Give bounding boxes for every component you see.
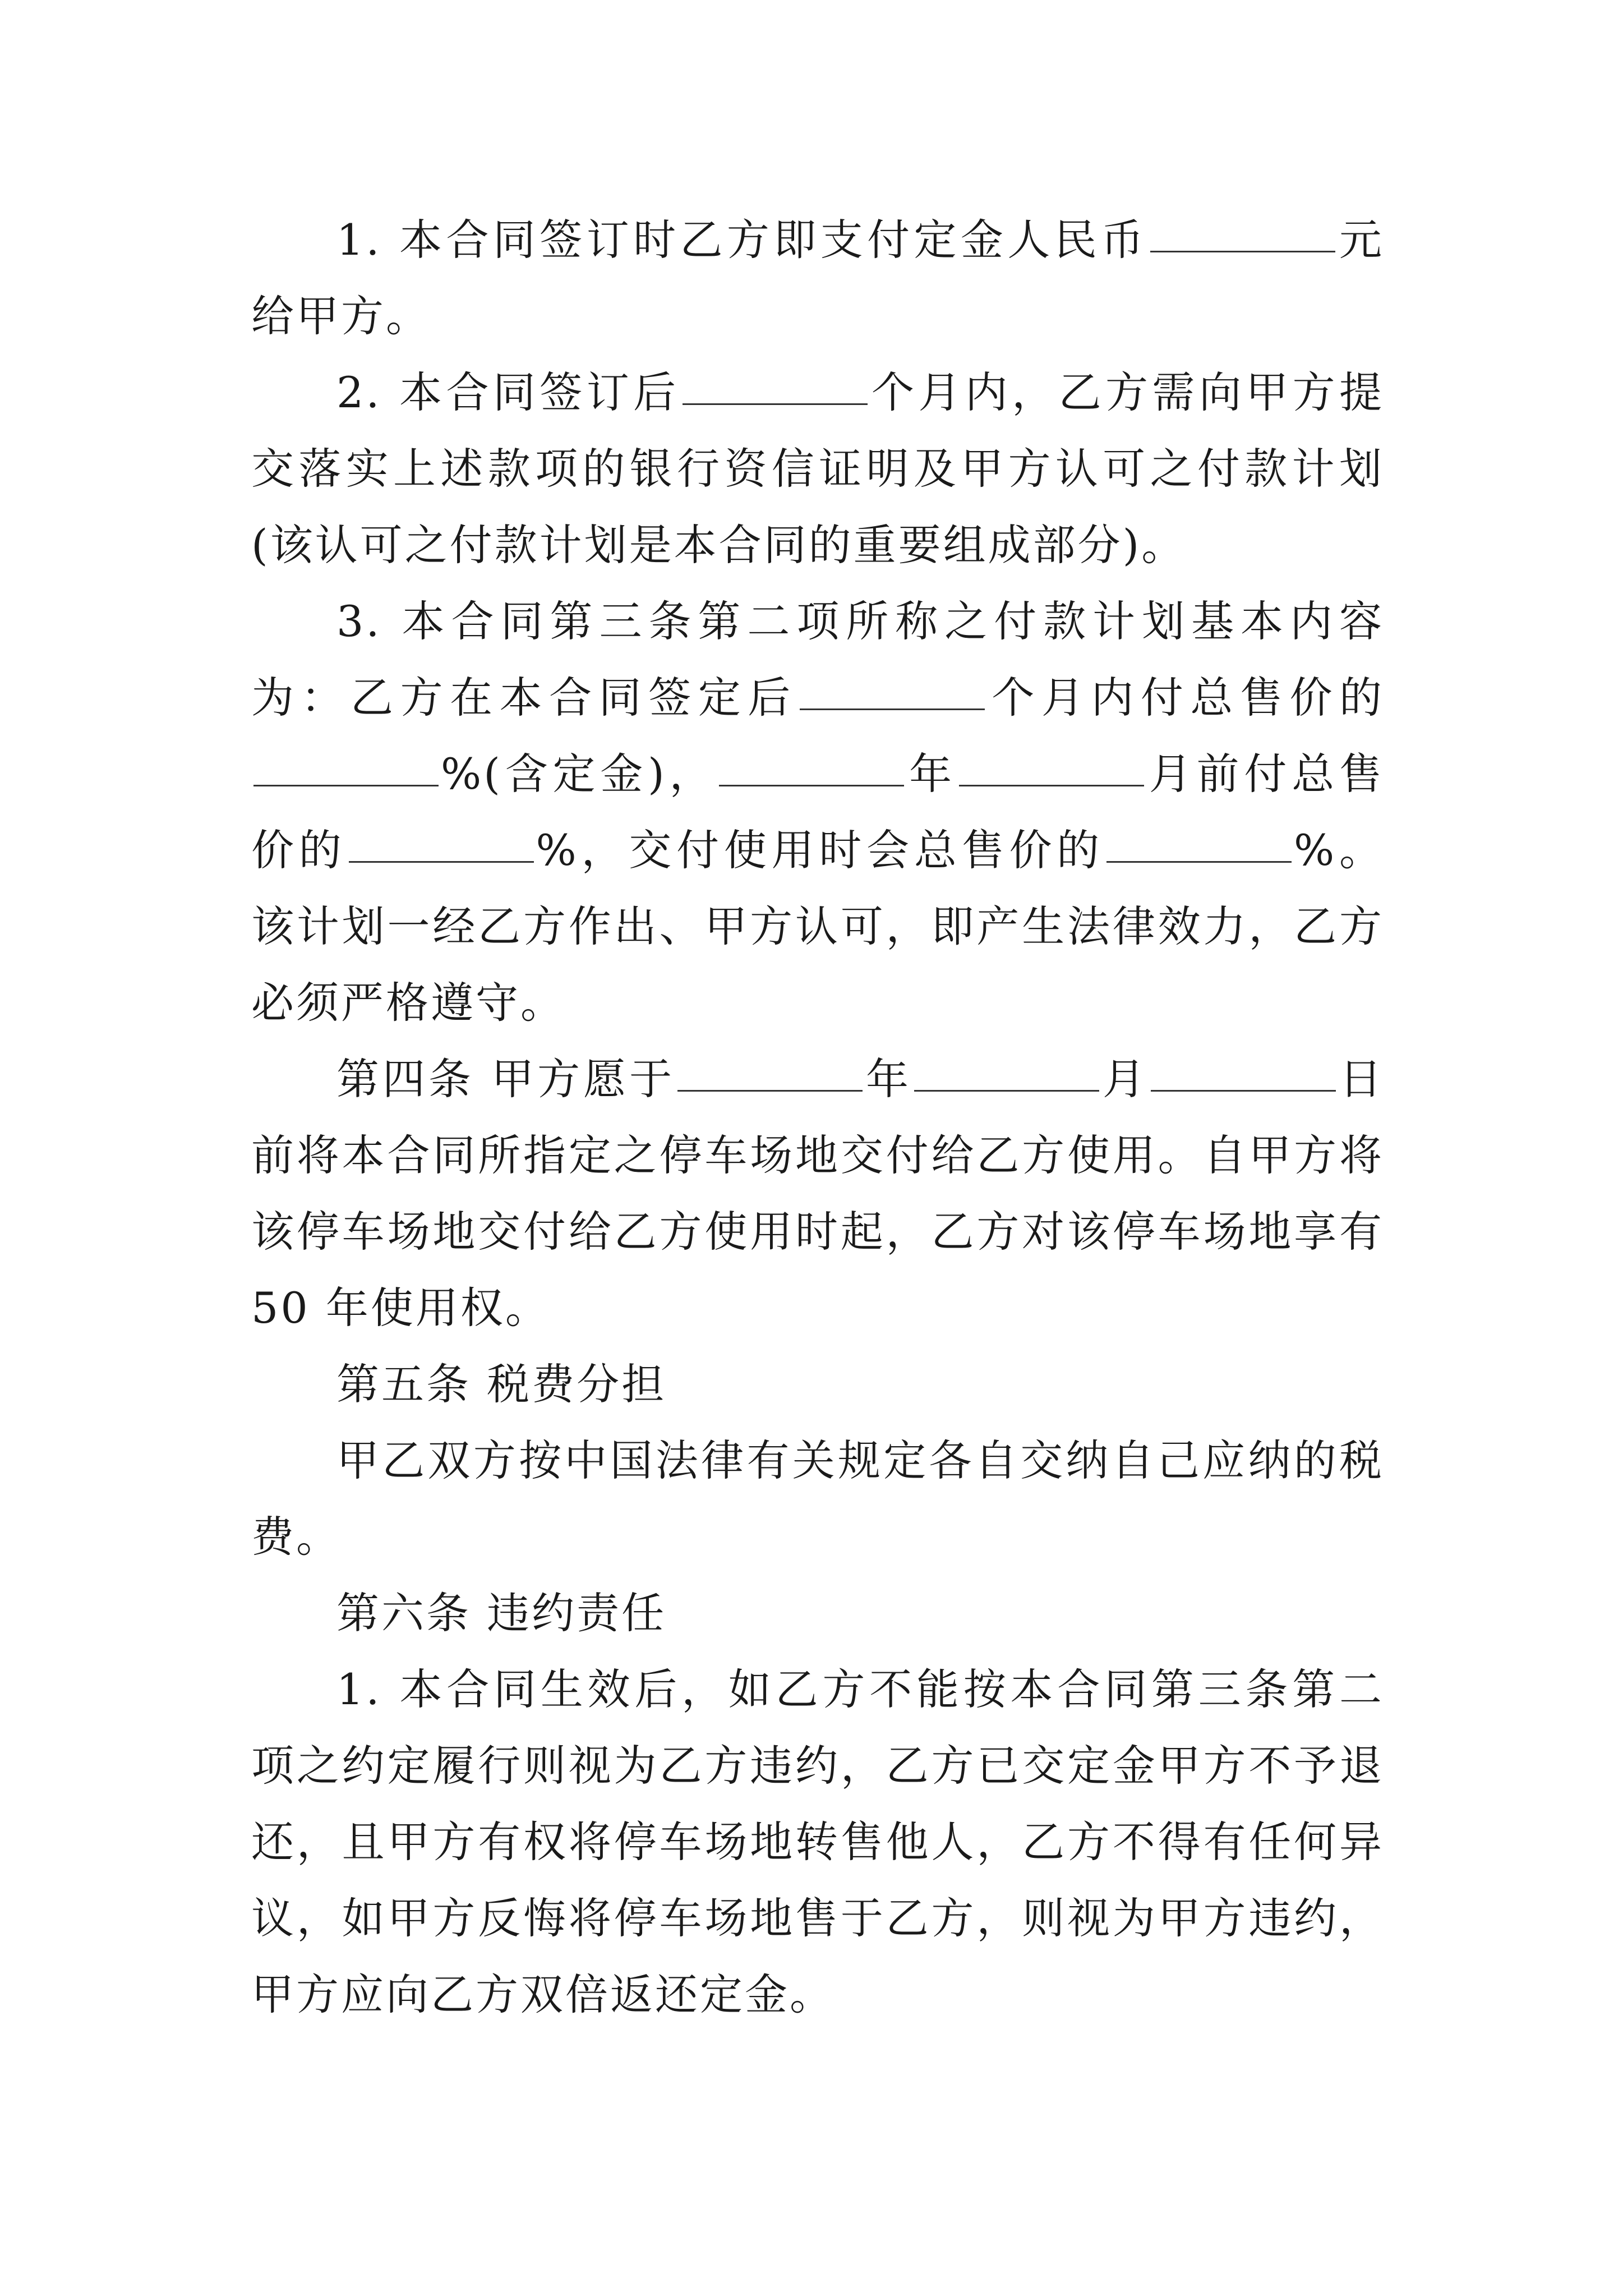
text-segment: %(含定金)， [441,749,717,799]
fill-in-blank[interactable] [1106,818,1292,863]
text-segment: 月 [1101,1054,1149,1104]
article-six-clause-one: 1. 本合同生效后，如乙方不能按本合同第三条第二项之约定履行则视为乙方违约，乙方已交定金甲方不予退还，且甲方有权将停车场地转售他人，乙方不得有任何异议，如甲方反悔将停车场地售于乙方，则视为甲方违约，甲方应向乙方双倍返还定金。 [251,1664,1384,2019]
fill-in-blank[interactable] [349,818,534,863]
fill-in-blank[interactable] [719,742,904,786]
text-segment: 个月内付总售价的 [986,673,1385,723]
clause-payment-plan [251,583,1384,1041]
fill-in-blank[interactable] [677,1047,863,1092]
fill-in-blank[interactable] [1150,208,1335,252]
text-segment: %。该计划一经乙方作出、甲方认可，即产生法律效力，乙方必须严格遵守。 [251,825,1385,1028]
text-segment: 个月内，乙方需向甲方提交落实上述款项的银行资信证明及甲方认可之付款计划(该认可之付款计划是本合同的重要组成部分)。 [251,367,1385,570]
fill-in-blank[interactable] [800,666,985,710]
fill-in-blank[interactable] [253,742,439,786]
article-four [251,1041,1384,1346]
fill-in-blank[interactable] [1151,1047,1336,1092]
article-five-body: 甲乙双方按中国法律有关规定各自交纳自己应纳的税费。 [251,1435,1384,1562]
text-segment: 日前将本合同所指定之停车场地交付给乙方使用。自甲方将该停车场地交付给乙方使用时起，乙方对该停车场地享有 50 年使用权。 [251,1054,1385,1333]
text-segment: 元给甲方。 [251,215,1385,341]
fill-in-blank[interactable] [683,361,868,405]
fill-in-blank[interactable] [914,1047,1099,1092]
document-page [251,202,1384,2033]
text-segment: %，交付使用时会总售价的 [536,825,1105,875]
text-segment: 年 [906,749,957,799]
text-segment: 3. 本合同第三条第二项所称之付款计划基本内容为：乙方在本合同签定后 [251,596,1384,723]
article-five-heading: 第五条 税费分担 [336,1359,667,1409]
text-segment: 第四条 甲方愿于 [336,1054,676,1104]
article-six-heading: 第六条 违约责任 [336,1588,667,1638]
clause-deposit [251,202,1384,355]
text-segment: 1. 本合同签订时乙方即支付定金人民币 [336,215,1148,265]
clause-bank-proof [251,355,1384,583]
text-segment: 年 [865,1054,912,1104]
text-segment: 月前付总售价的 [251,749,1385,875]
fill-in-blank[interactable] [959,742,1144,786]
text-segment: 2. 本合同签订后 [336,367,680,417]
